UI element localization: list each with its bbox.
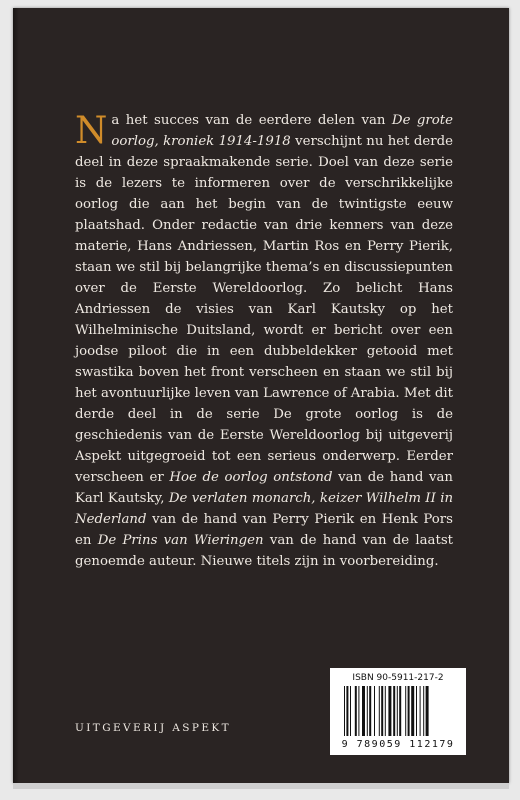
book-title-italic: De grote oorlog, kroniek 1914-1918 (111, 113, 454, 149)
barcode-stripe (416, 686, 417, 736)
barcode-stripe (399, 686, 401, 736)
barcode-stripe (426, 686, 429, 736)
book-title-italic: Hoe de oorlog ontstond (169, 470, 333, 485)
barcode-stripe (381, 686, 383, 736)
dropcap: N (75, 109, 108, 152)
barcode-stripe (344, 686, 345, 736)
barcode-bars (344, 686, 454, 736)
barcode-stripe (367, 686, 368, 736)
barcode-stripe (374, 686, 375, 736)
ean-number: 9 789059 112179 (341, 739, 455, 750)
blurb-segment: van de hand van Karl Kautsky, (75, 470, 453, 506)
book-title-italic: De Prins van Wieringen (97, 533, 264, 548)
barcode-stripe (388, 686, 391, 736)
isbn-text: ISBN 90-5911-217-2 (352, 673, 444, 683)
barcode-stripe (385, 686, 386, 736)
blurb-segment: a het succes van de eerdere delen van (111, 113, 392, 128)
blurb-segment: van de hand van de laatst genoemde auteur. Nieuwe titels zijn in voorbereiding. (75, 533, 453, 569)
barcode-stripe (397, 686, 398, 736)
barcode-stripe (350, 686, 351, 736)
blurb-segment: van de hand van Perry Pierik en Henk Pors en (75, 512, 453, 548)
book-title-italic: De verlaten monarch, keizer Wilhelm II in Nederland (75, 491, 454, 527)
publisher-name: UITGEVERIJ ASPEKT (75, 722, 232, 734)
barcode-stripe (379, 686, 380, 736)
barcode-stripe (362, 686, 365, 736)
spine-edge (13, 8, 19, 783)
barcode-stripe (355, 686, 357, 736)
barcode-stripe (393, 686, 395, 736)
barcode-label (330, 668, 466, 755)
barcode-stripe (346, 686, 348, 736)
barcode-stripe (420, 686, 421, 736)
barcode-stripe (423, 686, 424, 736)
barcode-stripe (408, 686, 410, 736)
barcode-stripe (358, 686, 359, 736)
barcode-stripe (369, 686, 371, 736)
barcode-stripe (405, 686, 406, 736)
barcode-stripe (411, 686, 414, 736)
blurb-text (75, 110, 453, 572)
page-edge (13, 783, 509, 789)
blurb-segment: verschijnt nu het derde deel in deze spraakmakende serie. Doel van deze serie is de lezers te informeren over de verschrikkelijke oorlog die aan het begin van de twintigste eeuw plaatshad. Onder redactie van drie kenners van deze materie, Hans Andriessen, Martin Ros en Perry Pierik, staan we stil bij belangrijke thema’s en discussiepunten over de Eerste Wereldoorlog. Zo belicht Hans Andriessen de visies van Karl Kautsky op het Wilhelminische Duitsland, wordt er bericht over een joodse piloot die in een dubbeldekker getooid met swastika boven het front verscheen en staan we stil bij het avontuurlijke leven van Lawrence of Arabia. Met dit derde deel in de serie De grote oorlog is de geschiedenis van de Eerste Wereldoorlog bij uitgeverij Aspekt uitgegroeid tot een serieus onderwerp. Eerder verscheen er (75, 134, 453, 485)
